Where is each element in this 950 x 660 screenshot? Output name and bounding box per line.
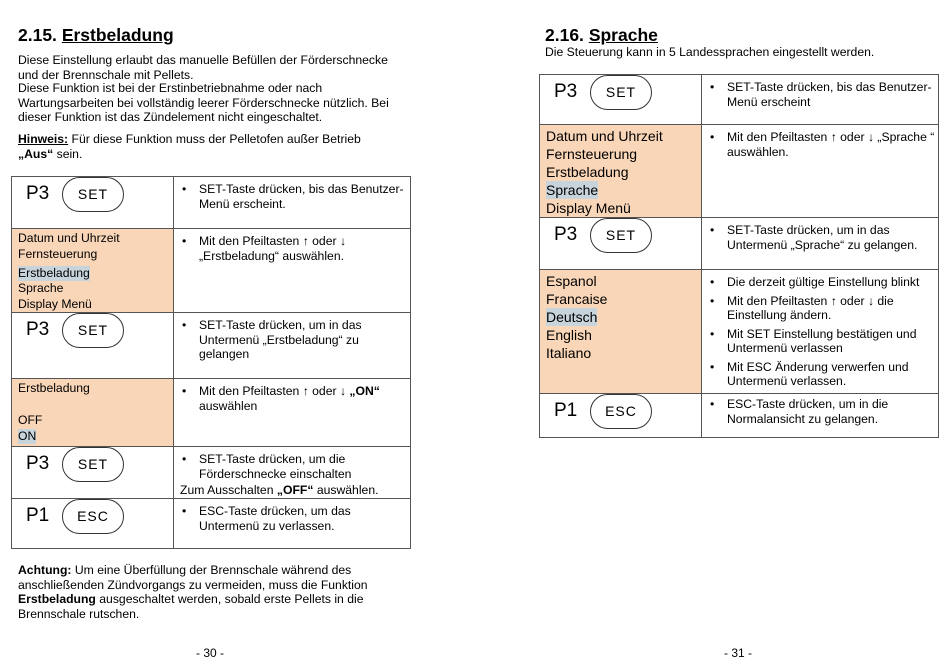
menu-item-display: Display Menü — [546, 200, 631, 216]
step-instruction: • Mit ESC Änderung verwerfen und Untermenü verlassen. — [727, 360, 938, 389]
menu-item-datum: Datum und Uhrzeit — [546, 128, 663, 144]
menu-item-datum: Datum und Uhrzeit — [18, 231, 120, 245]
hint-paragraph: Hinweis: Für diese Funktion muss der Pelletofen außer Betrieb „Aus“ sein. — [18, 132, 361, 161]
language-italiano: Italiano — [546, 345, 592, 361]
off-note: Zum Ausschalten „OFF“ auswählen. — [180, 483, 379, 497]
menu-item-display: Display Menü — [18, 296, 92, 311]
table-row — [12, 229, 411, 313]
key-code-label: P1 — [554, 400, 578, 422]
arrow-down-icon: ↓ — [867, 130, 875, 144]
menu-item-fernsteuerung: Fernsteuerung — [18, 247, 98, 261]
section-title-sprache: 2.16. Sprache — [545, 25, 658, 45]
page-number-left: - 30 - — [196, 646, 225, 660]
esc-key-icon: ESC — [62, 499, 124, 534]
menu-item-erstbeladung-selected: Erstbeladung — [18, 266, 90, 280]
table-row — [12, 313, 411, 379]
table-row — [540, 218, 939, 270]
erstbeladung-steps-table — [11, 176, 411, 549]
control-p1-esc — [12, 499, 173, 534]
language-deutsch-selected: Deutsch — [546, 309, 598, 325]
section-title-erstbeladung: 2.15. Erstbeladung — [18, 25, 174, 45]
step-instruction: • SET-Taste drücken, bis das Benutzer-Menü erscheint — [727, 80, 938, 109]
step-instruction: • ESC-Taste drücken, um das Untermenü zu verlassen. — [199, 504, 410, 533]
key-code-label: P1 — [26, 505, 50, 527]
key-code-label: P3 — [554, 81, 578, 103]
menu-item-erstbeladung: Erstbeladung — [546, 164, 629, 180]
table-row — [12, 499, 411, 549]
set-key-icon: SET — [62, 447, 124, 482]
warning-paragraph: Achtung: Um eine Überfüllung der Brennschale während des anschließenden Zündvorgangs zu vermeiden, muss die Funktion Erstbeladung ausgeschaltet werden, sobald erste Pellets in die Brennschale rutschen. — [18, 563, 368, 621]
table-row — [540, 75, 939, 125]
control-p3-set — [12, 177, 173, 212]
menu-item-fernsteuerung: Fernsteuerung — [546, 146, 638, 162]
set-key-icon: SET — [590, 75, 652, 110]
control-p3-set — [540, 218, 701, 253]
step-instruction: • Die derzeit gültige Einstellung blinkt — [727, 275, 938, 290]
intro-paragraph-1: Diese Einstellung erlaubt das manuelle Befüllen der Förderschnecke und der Brennschale mit Pellets. — [18, 53, 388, 82]
table-row — [540, 125, 939, 218]
key-code-label: P3 — [554, 224, 578, 246]
control-p1-esc — [540, 394, 701, 429]
step-instruction: • Mit den Pfeiltasten ↑ oder ↓ die Einstellung ändern. — [727, 294, 938, 323]
control-p3-set — [12, 313, 173, 348]
option-on-selected: ON — [18, 429, 37, 443]
esc-key-icon: ESC — [590, 394, 652, 429]
key-code-label: P3 — [26, 319, 50, 341]
arrow-up-icon: ↑ — [302, 384, 309, 398]
key-code-label: P3 — [26, 183, 50, 205]
key-code-label: P3 — [26, 453, 50, 475]
control-p3-set — [540, 75, 701, 110]
set-key-icon: SET — [590, 218, 652, 253]
table-row — [12, 447, 411, 499]
sprache-steps-table — [539, 74, 939, 438]
table-row — [540, 270, 939, 394]
option-off: OFF — [18, 413, 43, 427]
menu-item-sprache-selected: Sprache — [546, 182, 599, 198]
arrow-down-icon: ↓ — [339, 234, 347, 248]
menu-list — [12, 229, 174, 313]
control-p3-set — [12, 447, 173, 482]
page-number-right: - 31 - — [724, 646, 753, 660]
language-english: English — [546, 327, 592, 343]
intro-paragraph-2: Diese Funktion ist bei der Erstinbetriebnahme oder nach Wartungsarbeiten bei vollständig leerer Förderschnecke nützlich. Bei dieser Funktion ist das Zündelement nicht eingeschaltet. — [18, 81, 389, 124]
step-instruction: • SET-Taste drücken, um in das Untermenü „Erstbeladung“ zu gelangen — [199, 318, 410, 362]
set-key-icon: SET — [62, 177, 124, 212]
arrow-down-icon: ↓ — [339, 384, 347, 398]
table-row — [540, 394, 939, 438]
step-instruction: • SET-Taste drücken, bis das Benutzer-Menü erscheint. — [199, 182, 410, 211]
arrow-down-icon: ↓ — [867, 293, 875, 308]
language-list — [540, 270, 702, 394]
table-row — [12, 177, 411, 229]
table-row — [12, 379, 411, 447]
step-instruction: • SET-Taste drücken, um die Förderschnecke einschalten — [199, 452, 410, 481]
sprache-intro: Die Steuerung kann in 5 Landessprachen eingestellt werden. — [545, 45, 875, 59]
submenu-title: Erstbeladung — [18, 381, 90, 395]
step-instruction: • Mit den Pfeiltasten ↑ oder ↓ „Sprache “ auswählen. — [727, 130, 938, 159]
arrow-up-icon: ↑ — [302, 234, 309, 248]
language-espanol: Espanol — [546, 273, 597, 289]
menu-item-sprache: Sprache — [18, 280, 64, 295]
set-key-icon: SET — [62, 313, 124, 348]
arrow-up-icon: ↑ — [830, 293, 837, 308]
option-list — [12, 379, 174, 447]
menu-list — [540, 125, 702, 218]
step-instruction: • Mit SET Einstellung bestätigen und Untermenü verlassen — [727, 327, 938, 356]
step-instruction: • Mit den Pfeiltasten ↑ oder ↓ „Erstbeladung“ auswählen. — [199, 234, 410, 263]
language-francaise: Francaise — [546, 291, 608, 307]
step-instruction: • Mit den Pfeiltasten ↑ oder ↓ „ON“ auswählen — [199, 384, 410, 413]
step-instruction: • ESC-Taste drücken, um in die Normalansicht zu gelangen. — [727, 397, 938, 426]
arrow-up-icon: ↑ — [830, 130, 837, 144]
step-instruction: • SET-Taste drücken, um in das Untermenü „Sprache“ zu gelangen. — [727, 223, 938, 252]
